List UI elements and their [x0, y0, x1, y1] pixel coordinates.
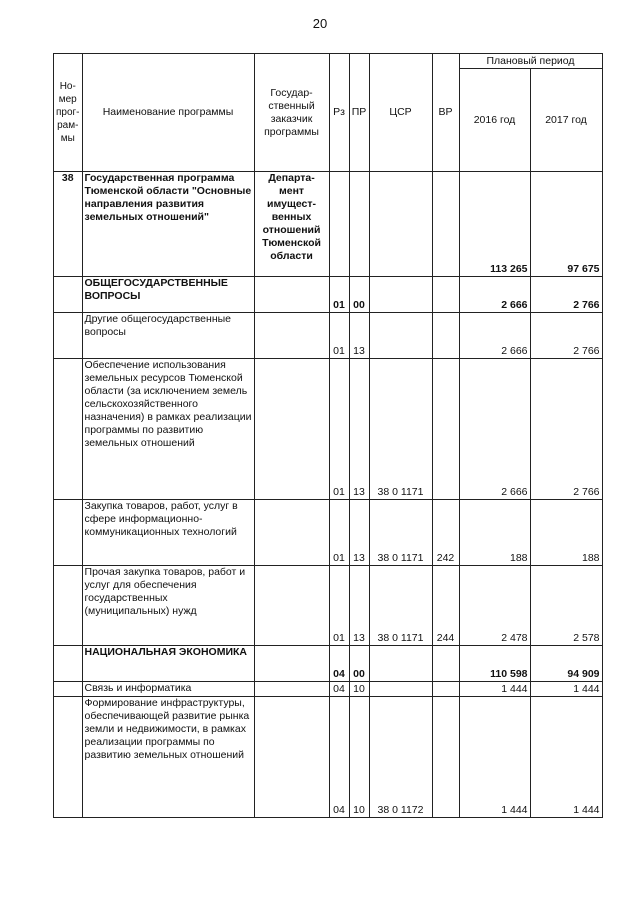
vr-cell: [432, 682, 459, 697]
csr-cell: 38 0 1172: [369, 697, 432, 818]
amount-2016-cell: 2 666: [459, 277, 530, 313]
program-number-cell: [54, 682, 83, 697]
program-name-cell: Прочая закупка товаров, работ и услуг для обеспечения государственных (муниципальных) нужд: [82, 566, 254, 646]
header-program-name: Наименование программы: [82, 54, 254, 172]
budget-table: [53, 53, 603, 818]
rz-cell: 01: [329, 359, 349, 500]
header-csr: ЦСР: [369, 54, 432, 172]
table-row: [54, 646, 603, 682]
customer-cell: [254, 646, 329, 682]
header-pr: ПР: [349, 54, 369, 172]
csr-cell: 38 0 1171: [369, 500, 432, 566]
rz-cell: 01: [329, 500, 349, 566]
program-name-cell: НАЦИОНАЛЬНАЯ ЭКОНОМИКА: [82, 646, 254, 682]
amount-2017-cell: 94 909: [530, 646, 602, 682]
program-name-cell: Закупка товаров, работ, услуг в сфере информационно-коммуникационных технологий: [82, 500, 254, 566]
customer-cell: [254, 359, 329, 500]
program-name-cell: Формирование инфраструктуры, обеспечивающей развитие рынка земли и недвижимости, в рамках реализации программы по развитию земельных отношений: [82, 697, 254, 818]
rz-cell: 01: [329, 566, 349, 646]
program-number-cell: [54, 566, 83, 646]
rz-cell: 04: [329, 697, 349, 818]
amount-2017-cell: 2 578: [530, 566, 602, 646]
header-program-number: Но-мер прог-рам-мы: [54, 54, 83, 172]
program-name-cell: Другие общегосударственные вопросы: [82, 313, 254, 359]
amount-2016-cell: 2 666: [459, 359, 530, 500]
vr-cell: [432, 359, 459, 500]
header-year-2016: 2016 год: [459, 69, 530, 172]
amount-2017-cell: 2 766: [530, 313, 602, 359]
vr-cell: 242: [432, 500, 459, 566]
amount-2016-cell: 2 666: [459, 313, 530, 359]
amount-2017-cell: 97 675: [530, 172, 602, 277]
vr-cell: [432, 646, 459, 682]
program-number-cell: [54, 313, 83, 359]
customer-cell: [254, 566, 329, 646]
pr-cell: 13: [349, 313, 369, 359]
amount-2016-cell: 188: [459, 500, 530, 566]
customer-cell: [254, 682, 329, 697]
table-row: [54, 682, 603, 697]
header-vr: ВР: [432, 54, 459, 172]
csr-cell: [369, 646, 432, 682]
amount-2016-cell: 110 598: [459, 646, 530, 682]
table-header: [54, 54, 603, 172]
customer-cell: [254, 277, 329, 313]
header-planning-period: Плановый период: [459, 54, 602, 69]
program-number-cell: [54, 500, 83, 566]
table-row: [54, 277, 603, 313]
pr-cell: 00: [349, 277, 369, 313]
page-number: 20: [312, 16, 328, 31]
pr-cell: 13: [349, 359, 369, 500]
rz-cell: 01: [329, 313, 349, 359]
amount-2016-cell: 113 265: [459, 172, 530, 277]
rz-cell: 01: [329, 277, 349, 313]
amount-2017-cell: 2 766: [530, 277, 602, 313]
pr-cell: 13: [349, 500, 369, 566]
pr-cell: 10: [349, 697, 369, 818]
rz-cell: 04: [329, 682, 349, 697]
amount-2016-cell: 1 444: [459, 682, 530, 697]
table-row: [54, 500, 603, 566]
vr-cell: [432, 277, 459, 313]
header-year-2017: 2017 год: [530, 69, 602, 172]
customer-cell: [254, 500, 329, 566]
customer-cell: Департа-мент имущест-венных отношений Тюменской области: [254, 172, 329, 277]
table-row: [54, 172, 603, 277]
amount-2016-cell: 1 444: [459, 697, 530, 818]
csr-cell: [369, 313, 432, 359]
amount-2017-cell: 188: [530, 500, 602, 566]
customer-cell: [254, 697, 329, 818]
csr-cell: 38 0 1171: [369, 359, 432, 500]
header-customer: Государ-ственный заказчик программы: [254, 54, 329, 172]
table-row: [54, 313, 603, 359]
table-row: [54, 697, 603, 818]
table-body: [54, 172, 603, 818]
table-row: [54, 359, 603, 500]
pr-cell: 13: [349, 566, 369, 646]
program-number-cell: [54, 697, 83, 818]
pr-cell: 00: [349, 646, 369, 682]
program-name-cell: Обеспечение использования земельных ресурсов Тюменской области (за исключением земель сельскохозяйственного назначения) в рамках реализации программы по развитию земельных отношений: [82, 359, 254, 500]
pr-cell: 10: [349, 682, 369, 697]
pr-cell: [349, 172, 369, 277]
csr-cell: [369, 682, 432, 697]
rz-cell: 04: [329, 646, 349, 682]
csr-cell: [369, 277, 432, 313]
vr-cell: [432, 313, 459, 359]
program-number-cell: 38: [54, 172, 83, 277]
amount-2017-cell: 1 444: [530, 682, 602, 697]
customer-cell: [254, 313, 329, 359]
header-rz: Рз: [329, 54, 349, 172]
amount-2017-cell: 1 444: [530, 697, 602, 818]
table-row: [54, 566, 603, 646]
vr-cell: [432, 697, 459, 818]
vr-cell: 244: [432, 566, 459, 646]
program-name-cell: Связь и информатика: [82, 682, 254, 697]
program-number-cell: [54, 359, 83, 500]
program-name-cell: ОБЩЕГОСУДАРСТВЕННЫЕ ВОПРОСЫ: [82, 277, 254, 313]
csr-cell: [369, 172, 432, 277]
csr-cell: 38 0 1171: [369, 566, 432, 646]
program-number-cell: [54, 277, 83, 313]
rz-cell: [329, 172, 349, 277]
amount-2017-cell: 2 766: [530, 359, 602, 500]
amount-2016-cell: 2 478: [459, 566, 530, 646]
program-number-cell: [54, 646, 83, 682]
vr-cell: [432, 172, 459, 277]
program-name-cell: Государственная программа Тюменской области "Основные направления развития земельных отношений": [82, 172, 254, 277]
